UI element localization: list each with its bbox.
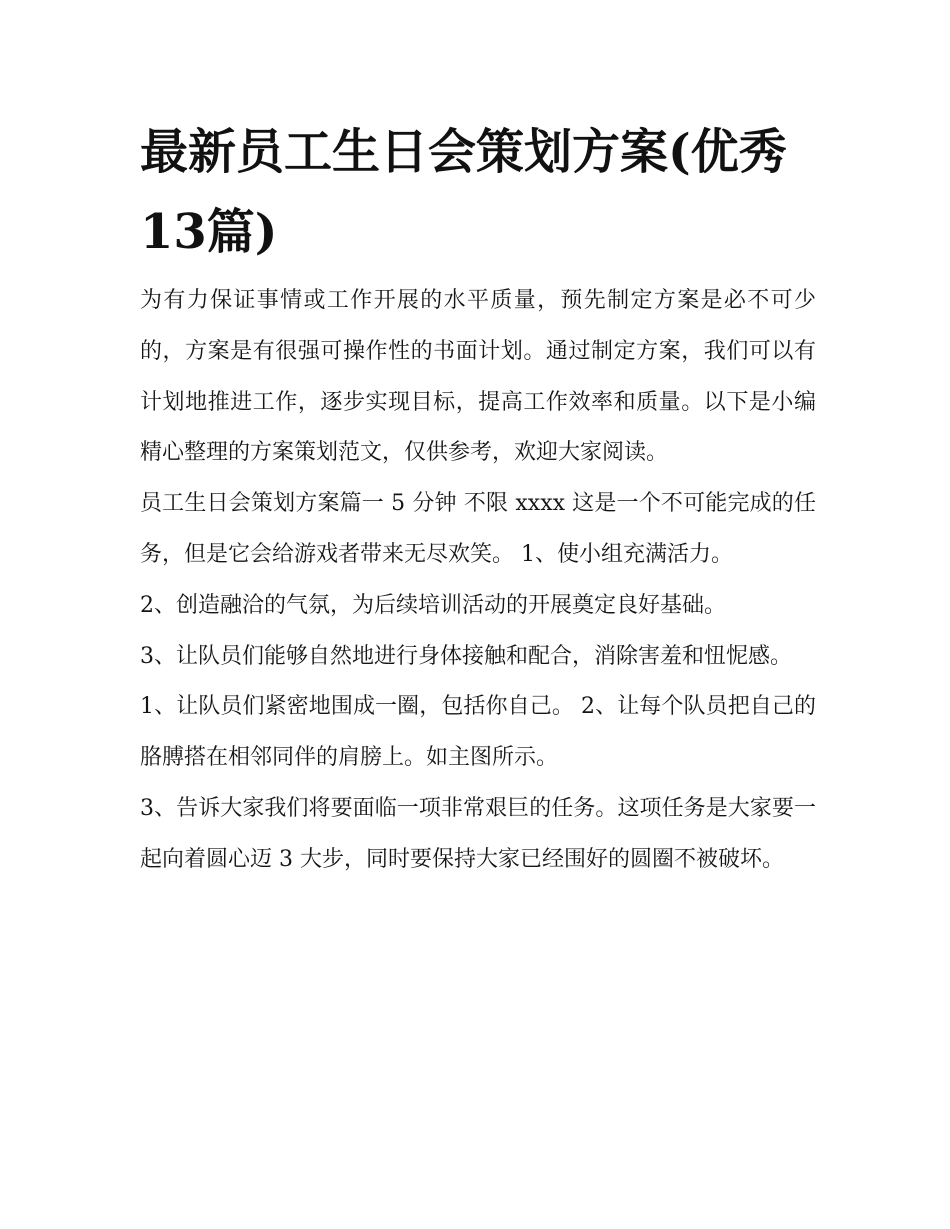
paragraph-plan-one: 员工生日会策划方案篇一 5 分钟 不限 xxxx 这是一个不可能完成的任务，但是它会给游戏者带来无尽欢笑。 1、使小组充满活力。 [140,491,816,567]
document-body [140,276,816,886]
paragraph-intro: 为有力保证事情或工作开展的水平质量，预先制定方案是必不可少的，方案是有很强可操作性的书面计划。通过制定方案，我们可以有计划地推进工作，逐步实现目标，提高工作效率和质量。以下是小编精心整理的方案策划范文，仅供参考，欢迎大家阅读。 [140,288,816,466]
paragraph-step-three: 3、告诉大家我们将要面临一项非常艰巨的任务。这项任务是大家要一起向着圆心迈 3 大步，同时要保持大家已经围好的圆圈不被破坏。 [140,795,816,872]
page-title: 最新员工生日会策划方案(优秀13篇) [140,124,787,260]
paragraph-goal-three: 3、让队员们能够自然地进行身体接触和配合，消除害羞和忸怩感。 [140,643,792,669]
paragraph-steps-one-two: 1、让队员们紧密地围成一圈，包括你自己。 2、让每个队员把自己的胳膊搭在相邻同伴的肩膀上。如主图所示。 [140,694,816,771]
paragraph-goal-two: 2、创造融洽的气氛，为后续培训活动的开展奠定良好基础。 [140,592,726,618]
